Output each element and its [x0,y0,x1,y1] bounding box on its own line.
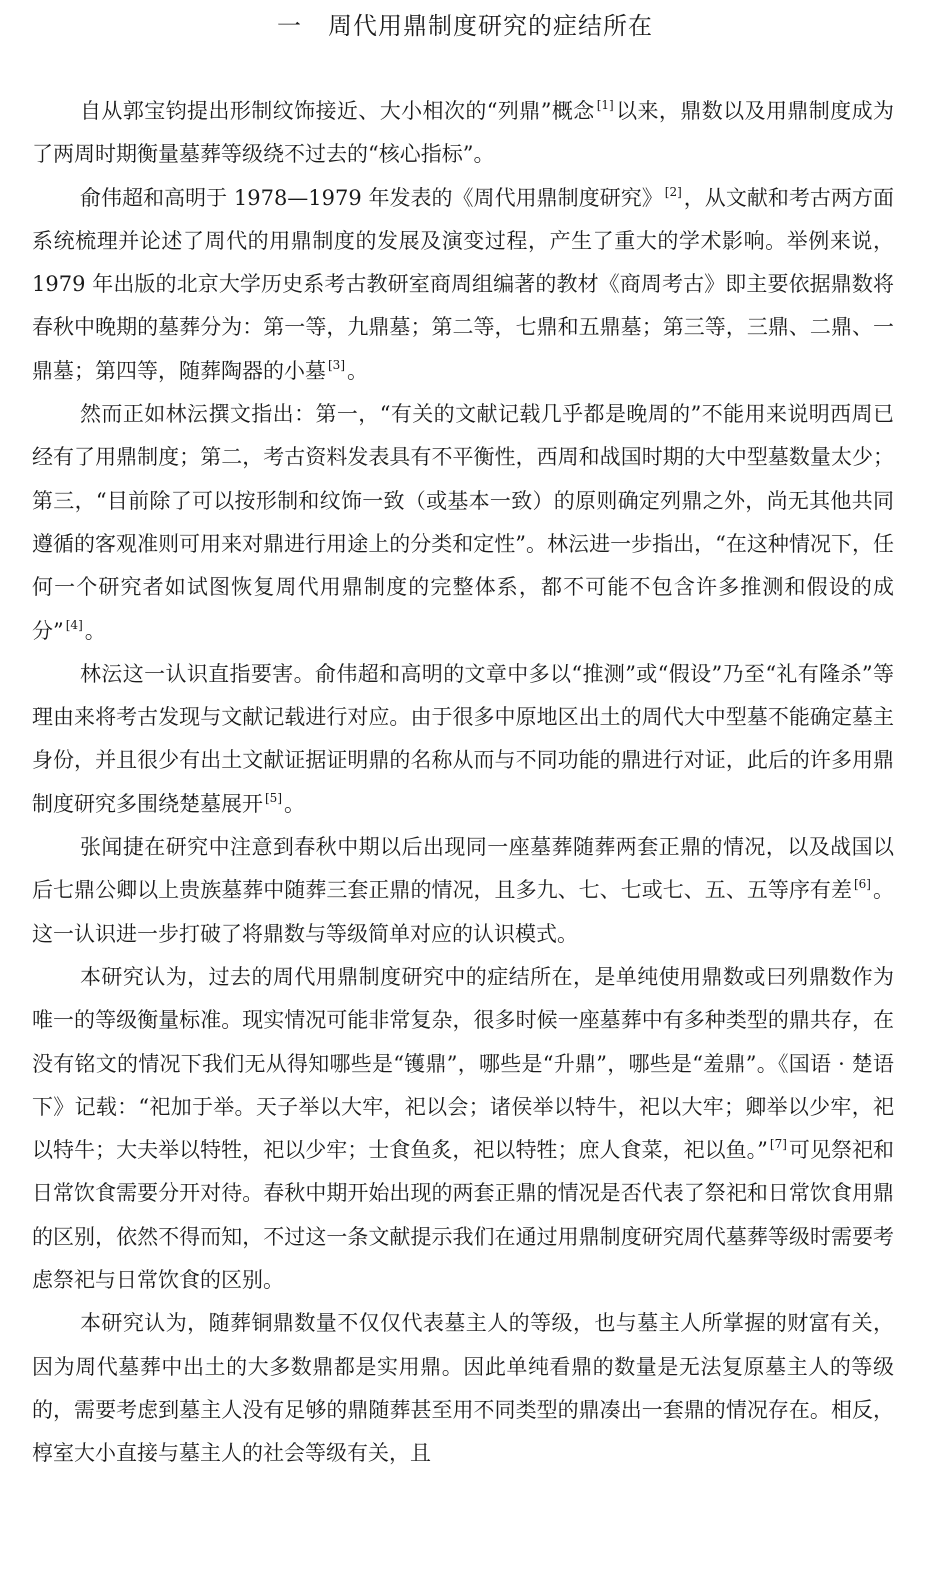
citation-marker: [1] [596,98,614,112]
citation-marker: [2] [664,184,682,199]
paragraph-text: 张闻捷在研究中注意到春秋中期以后出现同一座墓葬随葬两套正鼎的情况，以及战国以后七鼎公卿以上贵族墓葬中随葬三套正鼎的情况，且多九、七、七或七、五、五等序有差 [32,835,894,903]
paragraph-text: 林沄这一认识直指要害。俞伟超和高明的文章中多以“推测”或“假设”乃至“礼有隆杀”等理由来将考古发现与文献记载进行对应。由于很多中原地区出土的周代大中型墓不能确定墓主身份，并且很少有出土文献证据证明鼎的名称从而与不同功能的鼎进行对证，此后的许多用鼎制度研究多围绕楚墓展开 [32,661,894,816]
citation-marker: [3] [328,357,345,372]
citation-marker: [7] [769,1137,787,1152]
section-heading [0,6,930,46]
paragraph [32,90,894,177]
paragraph-text: ，从文献和考古两方面系统梳理并论述了周代的用鼎制度的发展及演变过程，产生了重大的学术影响。举例来说，1979 年出版的北京大学历史系考古教研室商周组编著的教材《商周考古》即主要依据鼎数将春秋中晚期的墓葬分为：第一等，九鼎墓；第二等，七鼎和五鼎墓；第三等，三鼎、二鼎、一鼎墓；第四等，随葬陶器的小墓 [32,185,894,383]
paragraph [32,177,894,393]
section-number: 一 [277,12,302,40]
section-title: 周代用鼎制度研究的症结所在 [328,12,653,40]
citation-marker: [6] [853,877,871,892]
paragraph [32,1302,894,1475]
paragraph-text: 本研究认为，随葬铜鼎数量不仅仅代表墓主人的等级，也与墓主人所掌握的财富有关，因为周代墓葬中出土的大多数鼎都是实用鼎。因此单纯看鼎的数量是无法复原墓主人的等级的，需要考虑到墓主人没有足够的鼎随葬甚至用不同类型的鼎凑出一套鼎的情况存在。相反，椁室大小直接与墓主人的社会等级有关，且 [32,1311,894,1466]
paragraph-text: 自从郭宝钧提出形制纹饰接近、大小相次的“列鼎”概念 [80,99,595,123]
paragraph-text: 。 [84,618,106,643]
paragraph [32,826,894,956]
paragraph-text: 。 [347,358,368,383]
paragraph [32,956,894,1302]
citation-marker: [4] [65,617,83,632]
paragraph-text: 然而正如林沄撰文指出：第一，“有关的文献记载几乎都是晚周的”不能用来说明西周已经有了用鼎制度；第二，考古资料发表具有不平衡性，西周和战国时期的大中型墓数量太少；第三，“目前除了可以按形制和纹饰一致（或基本一致）的原则确定列鼎之外，尚无其他共同遵循的客观准则可用来对鼎进行用途上的分类和定性”。林沄进一步指出，“在这种情况下，任何一个研究者如试图恢复周代用鼎制度的完整体系，都不可能不包含许多推测和假设的成分” [32,402,894,643]
paragraph-text: 可见祭祀和日常饮食需要分开对待。春秋中期开始出现的两套正鼎的情况是否代表了祭祀和日常饮食用鼎的区别，依然不得而知，不过这一条文献提示我们在通过用鼎制度研究周代墓葬等级时需要考虑祭祀与日常饮食的区别。 [32,1138,895,1293]
paragraph-text: 以来，鼎数以及用鼎制度成为了两周时期衡量墓葬等级绕不过去的“核心指标”。 [32,99,894,167]
citation-marker: [5] [265,790,282,805]
paragraph-text: 俞伟超和高明于 1978—1979 年发表的《周代用鼎制度研究》 [80,185,663,210]
paragraph-text: 。 [284,791,305,816]
paragraph-text: 本研究认为，过去的周代用鼎制度研究中的症结所在，是单纯使用鼎数或曰列鼎数作为唯一的等级衡量标准。现实情况可能非常复杂，很多时候一座墓葬中有多种类型的鼎共存，在没有铭文的情况下我们无从得知哪些是“镬鼎”，哪些是“升鼎”，哪些是“羞鼎”。《国语 · 楚语下》记载：“祀加于举。天子举以大牢，祀以会；诸侯举以特牛，祀以大牢；卿举以少牢，祀以特牛；大夫举以特牲，祀以少牢；士食鱼炙，祀以特牲；庶人食菜，祀以鱼。” [32,964,894,1163]
paragraph-text: 。这一认识进一步打破了将鼎数与等级简单对应的认识模式。 [32,878,895,946]
paragraph [32,393,894,653]
article-body [32,90,894,1476]
paragraph [32,653,894,826]
